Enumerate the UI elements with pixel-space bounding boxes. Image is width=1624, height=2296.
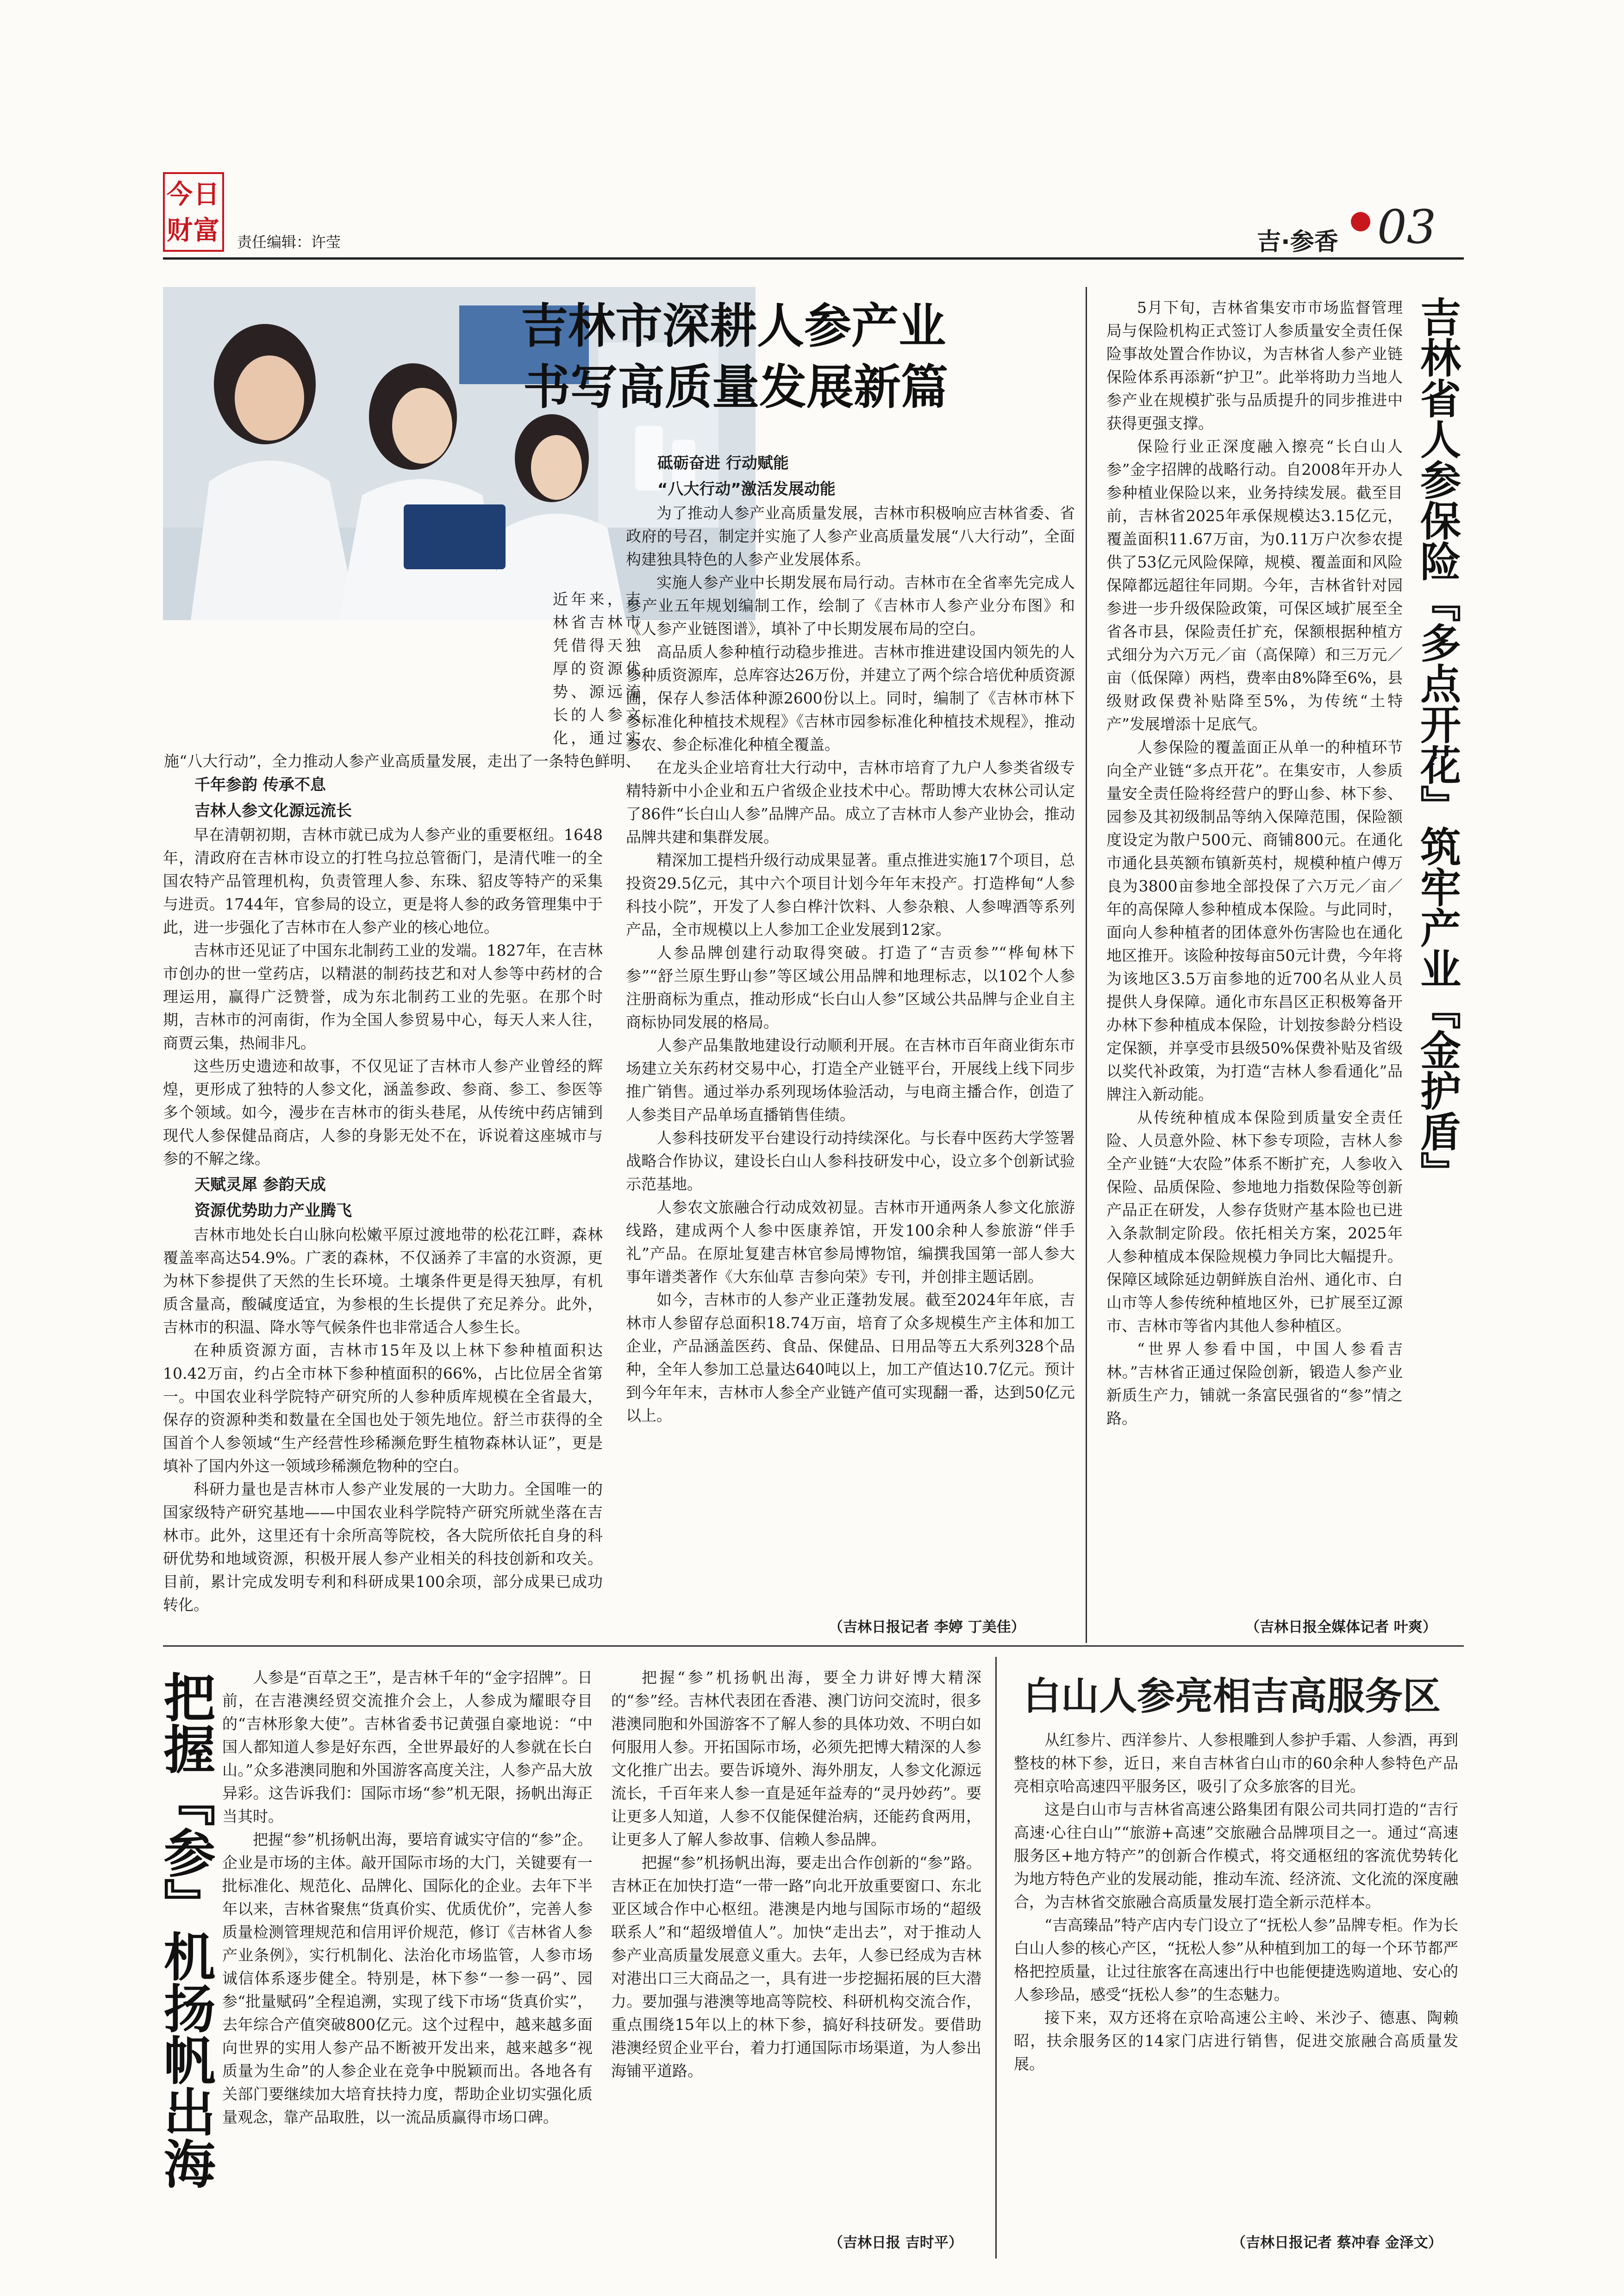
main-column-1 bbox=[163, 771, 603, 1631]
section3-para10: 如今，吉林市的人参产业正蓬勃发展。截至2024年年底，吉林市人参留存总面积18.74万亩，培育了众多规模生产主体和加工企业，产品涵盖医药、食品、保健品、日用品等五大系列328个品种，全年人参加工总量达640吨以上，加工产值达10.7亿元。预计到今年年末，吉林市人参全产业链产值可实现翻一番，达到50亿元以上。 bbox=[626, 1291, 1075, 1425]
section3-para9: 人参农文旅融合行动成效初显。吉林市开通两条人参文化旅游线路，建成两个人参中医康养馆，开发100余种人参旅游“伴手礼”产品。在原址复建吉林官参局博物馆，编撰我国第一部人参大事年谱类著作《大东仙草 吉参向荣》专刊，并创排主题话剧。 bbox=[626, 1198, 1075, 1286]
section3-heading1: 砥砺奋进 行动赋能 bbox=[657, 454, 789, 473]
section3-para4: 在龙头企业培育壮大行动中，吉林市培育了九户人参类省级专精特新中小企业和五户省级企业技术中心。帮助博大农林公司认定了86件“长白山人参”品牌产品。成立了吉林市人参产业协会，推动品牌共建和集群发展。 bbox=[626, 759, 1075, 846]
section1-para2: 吉林市还见证了中国东北制药工业的发端。1827年，在吉林市创办的世一堂药店，以精湛的制药技艺和对人参等中药材的合理运用，赢得广泛赞誉，成为东北制药工业的先驱。在那个时期，吉林市的河南街，作为全国人参贸易中心，每天人来人往，商贾云集，热闹非凡。 bbox=[163, 941, 603, 1052]
section3-para1: 为了推动人参产业高质量发展，吉林市积极响应吉林省委、省政府的号召，制定并实施了人参产业高质量发展“八大行动”，全面构建独具特色的人参产业发展体系。 bbox=[626, 504, 1075, 568]
opportunity-para4: 把握“参”机扬帆出海，要走出合作创新的“参”路。吉林正在加快打造“一带一路”向北开放重要窗口、东北亚区域合作中心枢纽。港澳是内地与国际市场的“超级联系人”和“超级增值人”。加快“走出去”，对于推动人参产业高质量发展意义重大。去年，人参已经成为吉林对港出口三大商品之一，具有进一步挖掘拓展的巨大潜力。要加强与港澳等地高等院校、科研机构交流合作，重点围绕15年以上的林下参，搞好科技研发。要借助港澳经贸企业平台，着力打通国际市场渠道，为人参出海铺平道路。 bbox=[611, 1854, 981, 2080]
section3-heading2: “八大行动”激活发展动能 bbox=[657, 480, 836, 498]
service-para4: 接下来，双方还将在京哈高速公主岭、米沙子、德惠、陶赖昭，扶余服务区的14家门店进行销售，促进交旅融合高质量发展。 bbox=[1014, 2009, 1458, 2073]
opportunity-para2: 把握“参”机扬帆出海，要培育诚实守信的“参”企。企业是市场的主体。敲开国际市场的大门，关键要有一批标准化、规范化、品牌化、国际化的企业。去年下半年以来，吉林省聚焦“货真价实、优质优价”，完善人参质量检测管理规范和信用评价规范，修订《吉林省人参产业条例》，实行机制化、法治化市场监管，人参市场诚信体系逐步健全。特别是，林下参“一参一码”、园参“批量赋码”全程追溯，实现了线下市场“货真价实”，去年综合产值突破800亿元。这个过程中，越来越多面向世界的实用人参产品不断被开发出来，越来越多“视质量为生命”的人参企业在竞争中脱颖而出。各地各有关部门要继续加大培育扶持力度，帮助企业切实强化质量观念，靠产品取胜，以一流品质赢得市场口碑。 bbox=[222, 1830, 593, 2126]
lead-photo-wrap-spacer bbox=[164, 588, 553, 731]
opportunity-title: 把握『参』机扬帆出海 bbox=[155, 1671, 215, 2189]
main-column-2 bbox=[626, 449, 1075, 1606]
insurance-byline: （吉林日报全媒体记者 叶爽） bbox=[1245, 1619, 1437, 1636]
section3-para6: 人参品牌创建行动取得突破。打造了“吉贡参”“桦甸林下参”“舒兰原生野山参”等区域公用品牌和地理标志，以102个人参注册商标为重点，推动形成“长白山人参”区域公共品牌与企业自主商标协同发展的格局。 bbox=[626, 944, 1075, 1031]
masthead-logo bbox=[163, 172, 224, 252]
insurance-para3: 人参保险的覆盖面正从单一的种植环节向全产业链“多点开花”。在集安市，人参质量安全责任险将经营户的野山参、林下参、园参及其初级制品等纳入保障范围，保险额度设定为散户500元、商铺800元。在通化市通化县英额布镇新英村，规模种植户傅万良为3800亩参地全部投保了六万元／亩／年的高保障人参种植成本保险。与此同时，面向人参种植者的团体意外伤害险也在通化地区推开。该险种按每亩50元计费，今年将为该地区3.5万亩参地的近700名从业人员提供人身保障。通化市东昌区正积极筹备开办林下参种植成本保险，计划按参龄分档设定保额，并享受市县级50%保费补贴及省级以奖代补政策，为打造“吉林人参看通化”品牌注入新动能。 bbox=[1106, 738, 1403, 1103]
insurance-para2: 保险行业正深度融入擦亮“长白山人参”金字招牌的战略行动。自2008年开办人参种植业保险以来，业务持续发展。截至目前，吉林省2025年承保规模达3.15亿元，覆盖面积11.67万亩，为0.11万户次参农提供了53亿元风险保障，规模、覆盖面和风险保障都远超往年同期。今年，吉林省针对园参进一步升级保险政策，可保区域扩展至全省各市县，保险责任扩充，保额根据种植方式细分为六万元／亩（高保障）和三万元／亩（低保障）两档，费率由8%降至6%，县级财政保费补贴降至5%，为传统“土特产”发展增添十足底气。 bbox=[1106, 437, 1403, 733]
logo-text: 今日财富 bbox=[167, 180, 220, 246]
section1-para3: 这些历史遗迹和故事，不仅见证了吉林市人参产业曾经的辉煌，更形成了独特的人参文化，涵盖参政、参商、参工、参医等多个领域。如今，漫步在吉林市的街头巷尾，从传统中药店铺到现代人参保健品商店，人参的身影无处不在，诉说着这座城市与参的不解之缘。 bbox=[163, 1057, 603, 1168]
main-title-line1: 吉林市深耕人参产业 bbox=[521, 299, 946, 354]
section3-para7: 人参产品集散地建设行动顺利开展。在吉林市百年商业街东市场建立关东药材交易中心，打造全产业链平台，开展线上线下同步推广销售。通过举办系列现场体验活动，与电商主播合作，创造了人参类目产品单场直播销售佳绩。 bbox=[626, 1036, 1075, 1124]
section1-heading2: 吉林人参文化源远流长 bbox=[194, 802, 352, 820]
service-divider bbox=[995, 1657, 997, 2259]
service-para3: “吉高臻品”特产店内专门设立了“抚松人参”品牌专柜。作为长白山人参的核心产区，“抚松人参”从种植到加工的每一个环节都严格把控质量，让过往旅客在高速出行中也能便捷选购道地、安心的人参珍品，感受“抚松人参”的生态魅力。 bbox=[1014, 1916, 1458, 2004]
opportunity-para1: 人参是“百草之王”，是吉林千年的“金字招牌”。日前，在吉港澳经贸交流推介会上，人参成为耀眼夺目的“吉林形象大使”。吉林省委书记黄强自豪地说：“中国人都知道人参是好东西，全世界最好的人参就在长白山。”众多港澳同胞和外国游客高度关注，人参产品大放异彩。这告诉我们：国际市场“参”机无限，扬帆出海正当其时。 bbox=[222, 1668, 593, 1825]
insurance-para5: “世界人参看中国，中国人参看吉林。”吉林省正通过保险创新，锻造人参产业新质生产力，铺就一条富民强省的“参”情之路。 bbox=[1106, 1340, 1403, 1427]
bottom-section-rule bbox=[163, 1645, 1464, 1647]
insurance-para4: 从传统种植成本保险到质量安全责任险、人员意外险、林下参专项险，吉林人参全产业链“大农险”体系不断扩充，人参收入保险、品质保险、参地地力指数保险等创新产品正在研发，人参存货财产基本险也已进入条款制定阶段。依托相关方案，2025年人参种植成本保险规模力争同比大幅提升。保障区域除延边朝鲜族自治州、通化市、白山市等人参传统种植地区外，已扩展至辽源市、吉林市等省内其他人参种植区。 bbox=[1106, 1108, 1403, 1335]
masthead-rule bbox=[163, 257, 1464, 260]
page-number: 03 bbox=[1377, 200, 1437, 254]
insurance-title: 吉林省人参保险『多点开花』筑牢产业『金护盾』 bbox=[1414, 296, 1462, 1192]
section3-para2: 实施人参产业中长期发展布局行动。吉林市在全省率先完成人参产业五年规划编制工作，绘制了《吉林市人参产业分布图》和《人参产业链图谱》，填补了中长期发展布局的空白。 bbox=[626, 573, 1075, 638]
lead-text: 近年来，吉林省吉林市凭借得天独厚的资源优势、源远流长的人参文化，通过实施“八大行动”，全力推动人参产业高质量发展，走出了一条特色鲜明、 bbox=[164, 590, 641, 770]
section2-heading2: 资源优势助力产业腾飞 bbox=[194, 1201, 352, 1220]
opportunity-column-1 bbox=[222, 1666, 593, 2249]
main-title-line2: 书写高质量发展新篇 bbox=[523, 360, 948, 415]
service-title: 白山人参亮相吉高服务区 bbox=[1023, 1674, 1441, 1718]
main-article-title bbox=[521, 296, 1099, 418]
section2-para3: 科研力量也是吉林市人参产业发展的一大助力。全国唯一的国家级特产研究基地——中国农业科学院特产研究所就坐落在吉林市。此外，这里还有十余所高等院校，各大院所依托自身的科研优势和地域资源，积极开展人参产业相关的科技创新和攻关。目前，累计完成发明专利和科研成果100余项，部分成果已成功转化。 bbox=[163, 1480, 603, 1614]
service-byline: （吉林日报记者 蔡冲春 金泽文） bbox=[1231, 2234, 1443, 2251]
section2-para2: 在种质资源方面，吉林市15年及以上林下参种植面积达10.42万亩，约占全市林下参种植面积的66%，占比位居全省第一。中国农业科学院特产研究所的人参种质库规模在全省最大，保存的资源种类和数量在全国也处于领先地位。舒兰市获得的全国首个人参领域“生产经营性珍稀濒危野生植物森林认证”，更是填补了国内外这一领域珍稀濒危物种的空白。 bbox=[163, 1341, 603, 1475]
section1-heading1: 千年参韵 传承不息 bbox=[194, 776, 326, 794]
opportunity-column-2 bbox=[611, 1666, 981, 2249]
service-para2: 这是白山市与吉林省高速公路集团有限公司共同打造的“吉行高速·心往白山”“旅游+高速”交旅融合品牌项目之一。通过“高速服务区+地方特产”的创新合作模式，将交通枢纽的客流优势转化为地方特色产业的发展动能，推动车流、经济流、文化流的深度融合，为吉林省交旅融合高质量发展打造全新示范样本。 bbox=[1014, 1800, 1458, 1911]
service-para1: 从红参片、西洋参片、人参根雕到人参护手霜、人参酒，再到整枝的林下参，近日，来自吉林省白山市的60余种人参特色产品亮相京哈高速四平服务区，吸引了众多旅客的目光。 bbox=[1014, 1731, 1458, 1795]
insurance-para1: 5月下旬，吉林省集安市市场监督管理局与保险机构正式签订人参质量安全责任保险事故处置合作协议，为吉林省人参产业链保险体系再添新“护卫”。此举将助力当地人参产业在规模扩张与品质提升的同步推进中获得更强支撑。 bbox=[1106, 299, 1403, 432]
insurance-column bbox=[1106, 296, 1403, 1601]
section-name: 吉·参香 bbox=[1257, 228, 1338, 256]
section2-heading1: 天赋灵犀 参韵天成 bbox=[194, 1176, 326, 1194]
insurance-divider bbox=[1086, 287, 1087, 1643]
section2-para1: 吉林市地处长白山脉向松嫩平原过渡地带的松花江畔，森林覆盖率高达54.9%。广袤的森林，不仅涵养了丰富的水资源，更为林下参提供了天然的生长环境。土壤条件更是得天独厚，有机质含量高，酸碱度适宜，为参根的生长提供了充足养分。此外，吉林市的积温、降水等气候条件也非常适合人参生长。 bbox=[163, 1226, 603, 1336]
section3-para8: 人参科技研发平台建设行动持续深化。与长春中医药大学签署战略合作协议，建设长白山人参科技研发中心，设立多个创新试验示范基地。 bbox=[626, 1129, 1075, 1193]
section3-para3: 高品质人参种植行动稳步推进。吉林市推进建设国内领先的人参种质资源库，总库容达26万份，并建立了两个综合培优种质资源圃，保存人参活体种源2600份以上。同时，编制了《吉林市林下参标准化种植技术规程》《吉林市园参标准化种植技术规程》，推动参农、参企标准化种植全覆盖。 bbox=[626, 643, 1075, 753]
opportunity-byline: （吉林日报 吉时平） bbox=[829, 2234, 963, 2251]
section1-para1: 早在清朝初期，吉林市就已成为人参产业的重要枢纽。1648年，清政府在吉林市设立的打牲乌拉总管衙门，是清代唯一的全国农特产品管理机构，负责管理人参、东珠、貂皮等特产的采集与进贡。1744年，官参局的设立，更是将人参的政务管理集中于此，进一步强化了吉林市在人参产业的核心地位。 bbox=[163, 826, 603, 936]
opportunity-para3: 把握“参”机扬帆出海，要全力讲好博大精深的“参”经。吉林代表团在香港、澳门访问交流时，很多港澳同胞和外国游客不了解人参的具体功效、不明白如何服用人参。开拓国际市场，必须先把博大精深的人参文化推广出去。要告诉境外、海外朋友，人参文化源远流长，千百年来人参一直是延年益寿的“灵丹妙药”。要让更多人知道，人参不仅能保健治病，还能药食两用，让更多人了解人参故事、信赖人参品牌。 bbox=[611, 1668, 981, 1848]
section3-para5: 精深加工提档升级行动成果显著。重点推进实施17个项目，总投资29.5亿元，其中六个项目计划今年年末投产。打造桦甸“人参科技小院”，开发了人参白桦汁饮料、人参杂粮、人参啤酒等系列产品，全市规模以上人参加工企业发展到12家。 bbox=[626, 851, 1075, 939]
main-byline: （吉林日报记者 李婷 丁美佳） bbox=[829, 1619, 1025, 1636]
service-column bbox=[1014, 1729, 1458, 2247]
main-lead bbox=[163, 588, 641, 771]
section-badge-icon bbox=[1351, 212, 1370, 231]
editor-credit: 责任编辑：许莹 bbox=[237, 233, 341, 251]
